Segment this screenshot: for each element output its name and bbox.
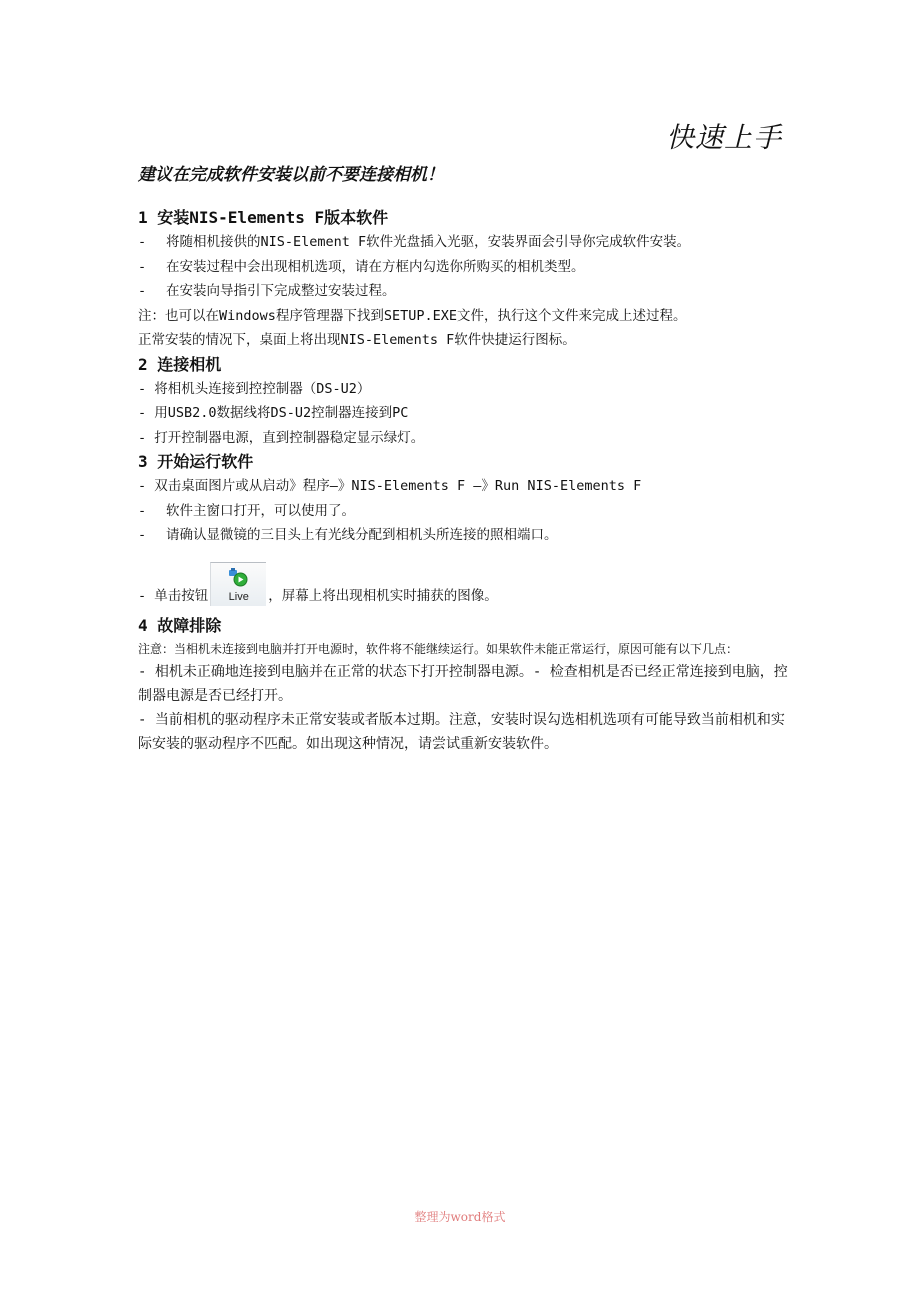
- section3-item-1-text: 软件主窗口打开，可以使用了。: [166, 502, 355, 519]
- dash-marker: -: [138, 258, 147, 275]
- section2-item-1: - 将相机头连接到控控制器（DS-U2）: [138, 380, 371, 397]
- section1-item-1: [138, 230, 798, 255]
- dash-marker: -: [138, 283, 147, 299]
- section3-heading: 3 开始运行软件: [138, 452, 254, 471]
- section3-item-2: [138, 523, 798, 548]
- live-button-label: Live: [228, 590, 249, 603]
- section1-heading: 1 安装NIS-Elements F版本软件: [138, 208, 389, 227]
- section4-para-1: - 相机未正确地连接到电脑并在正常的状态下打开控制器电源。- 检查相机是否已经正常连接到电脑，控制器电源是否已经打开。: [138, 663, 788, 704]
- section1-item-3: [138, 279, 798, 304]
- document-title: 快速上手: [665, 121, 782, 154]
- section1-item-2-text: 在安装过程中会出现相机选项，请在方框内勾选你所购买的相机类型。: [166, 258, 585, 275]
- live-button[interactable]: [210, 562, 266, 606]
- section2-item-2: - 用USB2.0数据线将DS-U2控制器连接到PC: [138, 405, 409, 421]
- section1-item-2: [138, 255, 798, 280]
- document-content: [138, 206, 798, 756]
- section2-item-3: - 打开控制器电源，直到控制器稳定显示绿灯。: [138, 429, 425, 446]
- section4-note: 注意：当相机未连接到电脑并打开电源时，软件将不能继续运行。如果软件未能正常运行，原因可能有以下几点：: [138, 641, 739, 656]
- section3-line-1: - 双击桌面图片或从启动》程序—》NIS-Elements F —》Run NIS-Elements F: [138, 478, 642, 494]
- section4-heading: 4 故障排除: [138, 615, 222, 635]
- live-instruction-prefix: - 单击按钮: [138, 587, 209, 604]
- warning-text: 建议在完成软件安装以前不要连接相机！: [138, 165, 444, 185]
- live-camera-icon: [228, 567, 248, 587]
- section1-item-3-text: 在安装向导指引下完成整过安装过程。: [166, 283, 396, 299]
- dash-marker: -: [138, 502, 147, 519]
- section2-heading: 2 连接相机: [138, 354, 222, 374]
- dash-marker: -: [138, 234, 147, 250]
- section4-para-2: - 当前相机的驱动程序未正常安装或者版本过期。注意，安装时误勾选相机选项有可能导致当前相机和实际安装的驱动程序不匹配。如出现这种情况，请尝试重新安装软件。: [138, 711, 785, 752]
- live-instruction-suffix: ，屏幕上将出现相机实时捕获的图像。: [268, 587, 498, 604]
- section1-item-1-text: 将随相机接供的NIS-Element F软件光盘插入光驱，安装界面会引导你完成软件安装。: [166, 234, 691, 250]
- dash-marker: -: [138, 527, 147, 543]
- section1-note: 注：也可以在Windows程序管理器下找到SETUP.EXE文件，执行这个文件来完成上述过程。: [138, 307, 687, 324]
- section3-item-2-text: 请确认显微镜的三目头上有光线分配到相机头所连接的照相端口。: [166, 527, 558, 543]
- footer-text: 整理为word格式: [414, 1210, 506, 1224]
- section1-normal: 正常安装的情况下，桌面上将出现NIS-Elements F软件快捷运行图标。: [138, 332, 576, 348]
- section3-item-1: [138, 499, 798, 524]
- live-instruction: [138, 550, 798, 608]
